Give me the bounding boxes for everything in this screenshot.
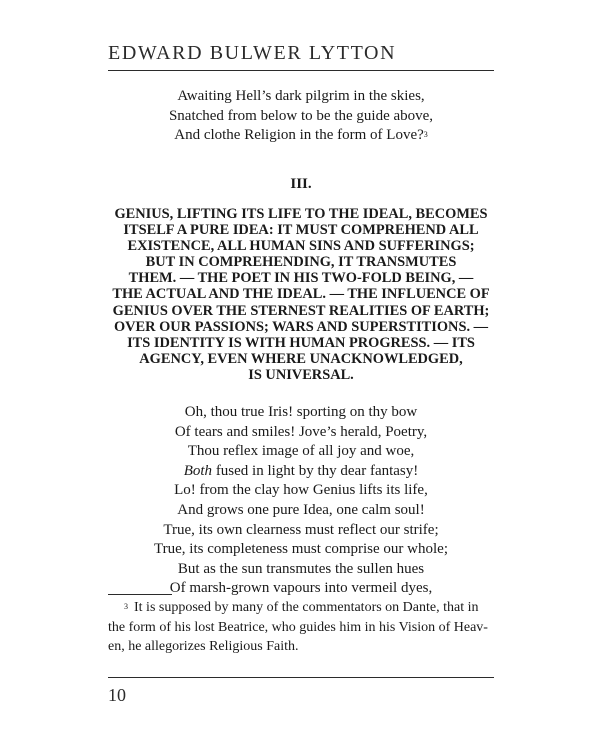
verse-line: Thou reflex image of all joy and woe,	[187, 443, 415, 460]
section-number: III.	[290, 176, 312, 192]
verse-line: But as the sun transmutes the sullen hues	[177, 560, 425, 577]
verse-line: Of tears and smiles! Jove’s herald, Poetry,	[174, 423, 428, 440]
argument-line: GENIUS, LIFTING ITS LIFE TO THE IDEAL, BECOMES	[114, 206, 488, 222]
verse-line: Lo! from the clay how Genius lifts its life,	[174, 482, 428, 499]
argument-line: ITSELF A PURE IDEA: IT MUST COMPREHEND ALL	[123, 222, 479, 239]
footnote	[108, 598, 494, 657]
argument-line: THE ACTUAL AND THE IDEAL. — THE INFLUENCE OF	[112, 286, 490, 303]
footnote-reference[interactable]: 3	[423, 130, 428, 140]
verse-line-text: And clothe Religion in the form of Love?	[174, 127, 424, 144]
footnote-line	[108, 598, 494, 618]
verse-line: True, its completeness must comprise our whole;	[154, 541, 448, 558]
header-rule	[108, 70, 494, 71]
verse-line: And grows one pure Idea, one calm soul!	[177, 501, 425, 518]
argument-line: AGENCY, EVEN WHERE UNACKNOWLEDGED,	[139, 350, 463, 367]
footnote-rule	[108, 594, 172, 595]
page-number: 10	[108, 685, 126, 705]
verse-line-text: fused in light by thy dear fantasy!	[212, 462, 419, 479]
argument-line: EXISTENCE, ALL HUMAN SINS AND SUFFERINGS;	[127, 238, 475, 255]
section-argument	[108, 206, 494, 383]
argument-line: GENIUS OVER THE STERNEST REALITIES OF EARTH;	[112, 302, 490, 319]
italic-emphasis: Both	[183, 462, 213, 479]
verse-line	[108, 126, 494, 146]
verse-line: Oh, thou true Iris! sporting on thy bow	[184, 404, 418, 420]
argument-line: ITS IDENTITY IS WITH HUMAN PROGRESS. — ITS	[127, 334, 475, 351]
verse-line: Of marsh-grown vapours into vermeil dyes,	[169, 580, 433, 597]
verse-main	[108, 403, 494, 599]
verse-line: True, its own clearness must reflect our strife;	[163, 521, 439, 538]
argument-line: OVER OUR PASSIONS; WARS AND SUPERSTITIONS. —	[113, 318, 489, 335]
footnote-marker: 3	[124, 602, 128, 611]
footnote-line: the form of his lost Beatrice, who guides him in his Vision of Heav-	[108, 619, 488, 635]
verse-line: Snatched from below to be the guide above,	[168, 107, 434, 124]
verse-line	[108, 462, 494, 482]
argument-line: BUT IN COMPREHENDING, IT TRANSMUTES	[145, 254, 457, 271]
footnote-line: en, he allegorizes Religious Faith.	[108, 639, 299, 654]
footnote-text: It is supposed by many of the commentators on Dante, that in	[134, 600, 479, 615]
footer-rule	[108, 677, 494, 678]
argument-line: IS UNIVERSAL.	[248, 366, 354, 383]
running-header: EDWARD BULWER LYTTON	[108, 42, 397, 64]
verse-line: Awaiting Hell’s dark pilgrim in the skies,	[177, 88, 425, 104]
argument-line: THEM. — THE POET IN HIS TWO-FOLD BEING, —	[128, 270, 474, 287]
verse-top	[108, 87, 494, 146]
